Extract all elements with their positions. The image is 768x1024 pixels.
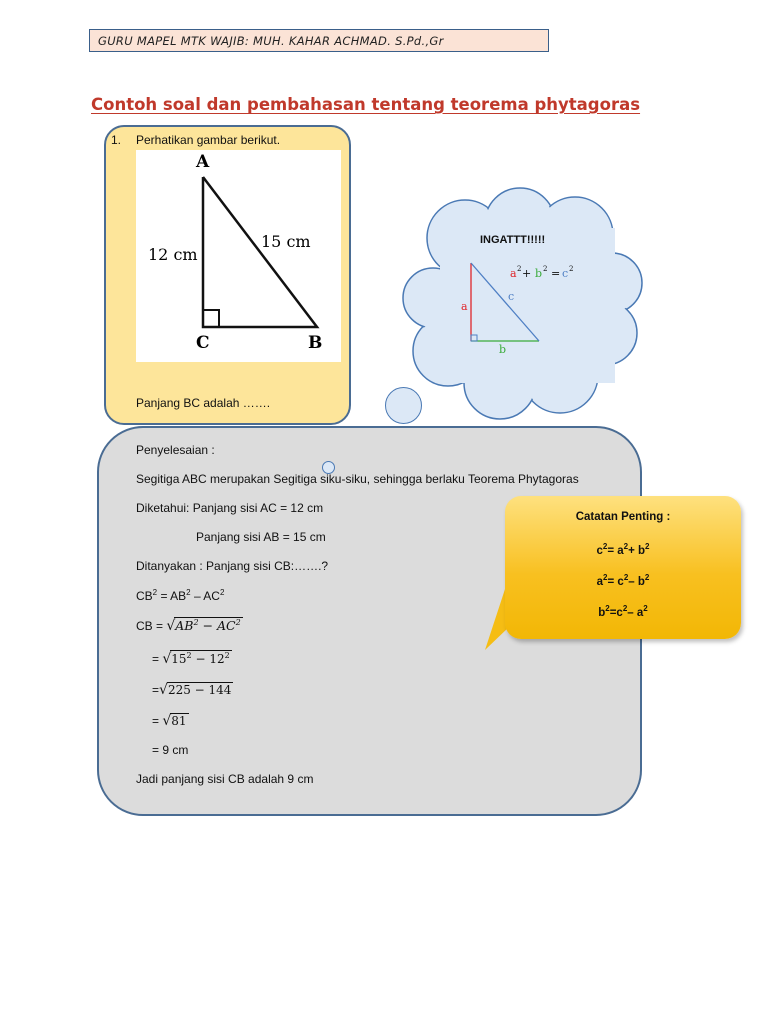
eq5-prefix: = (152, 714, 163, 728)
known-ac: Diketahui: Panjang sisi AC = 12 cm (136, 501, 324, 515)
eq1-ab: AB (170, 589, 187, 603)
f3-mid: =c (609, 606, 623, 619)
vertex-c-label: C (196, 333, 210, 353)
triangle-abc (203, 177, 317, 327)
eq3-15-exp: 2 (186, 651, 192, 660)
f2-lhs-exp: 2 (603, 573, 608, 582)
note-formula-3 (505, 604, 741, 619)
asked-cb: Ditanyakan : Panjang sisi CB:…….? (136, 559, 329, 573)
solution-heading: Penyelesaian : (136, 443, 215, 457)
formula-c-exp: 2 (569, 265, 574, 273)
equation-4 (152, 682, 233, 698)
formula-eq: = (551, 267, 561, 280)
eq2-ac-exp: 2 (235, 618, 241, 627)
f3-lhs: b (598, 606, 606, 619)
eq1-ac-exp: 2 (219, 588, 225, 597)
eq1-minus: – (190, 589, 204, 603)
thought-bubble-large (385, 387, 422, 424)
eq1-lhs: CB (136, 589, 153, 603)
formula-b: b (535, 267, 543, 280)
reminder-title: INGATTT!!!!! (480, 234, 546, 246)
note-title: Catatan Penting : (575, 511, 671, 523)
formula-b-exp: 2 (543, 265, 548, 273)
f1-lhs-exp: 2 (602, 542, 608, 551)
eq2-ac: AC (217, 618, 236, 634)
vertex-a-label: A (196, 152, 210, 172)
question-prompt: Perhatikan gambar berikut. (136, 133, 281, 147)
question-ask: Panjang BC adalah ……. (136, 396, 271, 410)
f2-rhs: – b (628, 575, 645, 588)
f1-rhs-exp: 2 (645, 542, 650, 551)
eq1-ab-exp: 2 (186, 588, 191, 597)
eq4-radicand: 225 − 144 (167, 683, 232, 697)
eq3-12: 12 (209, 652, 225, 666)
formula-plus: + (522, 267, 532, 280)
eq5-radicand: 81 (171, 714, 187, 728)
eq3-prefix: = (152, 652, 163, 666)
equation-2 (136, 617, 243, 634)
side-ab-label: 15 cm (261, 232, 311, 251)
eq3-minus: − (191, 652, 210, 666)
vertex-b-label: B (308, 333, 323, 353)
equation-5 (152, 713, 189, 729)
sqrt-icon: √ (159, 682, 168, 698)
eq2-lhs: CB = (136, 619, 167, 634)
solution-conclusion: Jadi panjang sisi CB adalah 9 cm (136, 772, 314, 786)
equation-3 (152, 650, 232, 667)
eq3-12-exp: 2 (224, 651, 230, 660)
eq2-radicand (174, 617, 242, 633)
known-ab: Panjang sisi AB = 15 cm (196, 530, 326, 544)
note-formula-1 (505, 542, 741, 557)
teacher-header (89, 29, 549, 52)
question-number: 1. (111, 133, 122, 147)
side-ac-label: 12 cm (148, 245, 198, 264)
right-angle-marker (203, 310, 219, 327)
f2-mid-exp: 2 (623, 573, 629, 582)
teacher-header-text: GURU MAPEL MTK WAJIB: MUH. KAHAR ACHMAD. S.Pd.,Gr (98, 34, 444, 48)
triangle-diagram (136, 150, 341, 362)
equation-1 (136, 588, 224, 603)
eq1-eq: = (157, 589, 171, 603)
f3-mid-exp: 2 (622, 604, 628, 613)
f2-rhs-exp: 2 (644, 573, 650, 582)
f1-rhs: + b (628, 544, 646, 557)
sqrt-icon: √ (162, 651, 172, 667)
eq3-15: 15 (171, 652, 187, 666)
f1-lhs: c (596, 544, 603, 557)
eq2-ab-exp: 2 (193, 618, 199, 627)
eq2-minus: − (198, 618, 218, 634)
f3-rhs-exp: 2 (643, 604, 648, 613)
f3-rhs: – a (627, 606, 644, 619)
equation-6: = 9 cm (152, 743, 189, 757)
eq2-ab: AB (175, 618, 194, 634)
eq1-lhs-exp: 2 (152, 588, 158, 597)
f3-lhs-exp: 2 (605, 604, 610, 613)
f2-mid: = c (607, 575, 624, 588)
side-b-label: b (499, 343, 507, 356)
solution-statement: Segitiga ABC merupakan Segitiga siku-siku, sehingga berlaku Teorema Phytagoras (136, 472, 579, 486)
eq3-radicand (170, 650, 231, 666)
formula-c: c (562, 267, 569, 280)
side-c-label: c (508, 290, 515, 303)
f1-mid: = a (607, 544, 624, 557)
eq4-prefix: = (152, 683, 160, 697)
eq1-ac: AC (203, 589, 220, 603)
f1-mid-exp: 2 (623, 542, 629, 551)
sqrt-icon: √ (166, 618, 176, 635)
sqrt-icon: √ (162, 713, 172, 729)
triangle-figure (136, 150, 341, 362)
f2-lhs: a (596, 575, 604, 588)
reminder-cloud (400, 183, 650, 423)
page-title: Contoh soal dan pembahasan tentang teorema phytagoras (91, 95, 641, 114)
formula-a: a (510, 267, 517, 280)
formula-a-exp: 2 (517, 265, 522, 273)
note-formula-2 (505, 573, 741, 588)
side-a-label: a (461, 300, 468, 313)
